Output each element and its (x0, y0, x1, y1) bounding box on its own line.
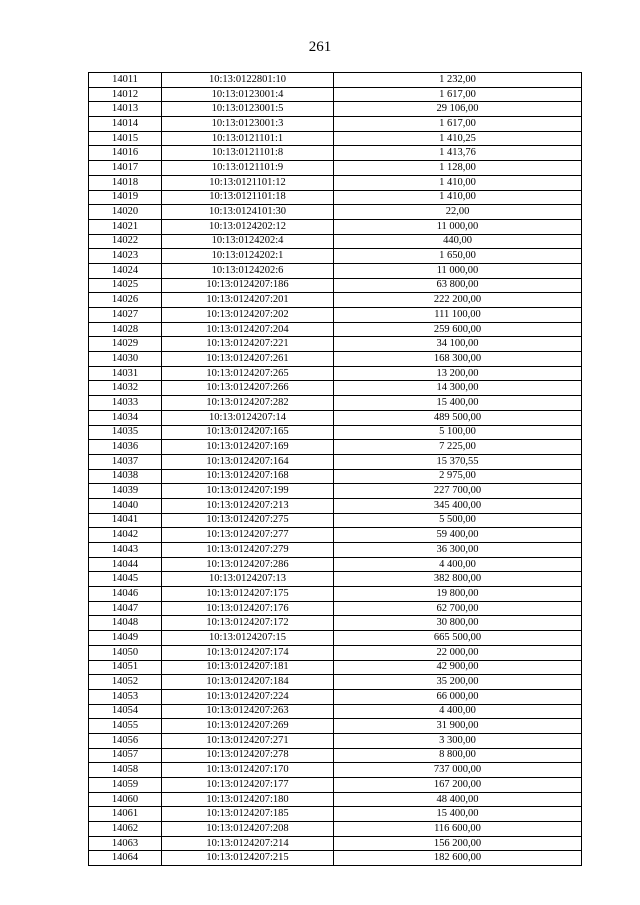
cadastral-number-cell: 10:13:0124207:204 (162, 322, 334, 337)
table-row (89, 778, 582, 793)
value-cell: 1 413,76 (334, 146, 582, 161)
value-cell: 1 232,00 (334, 73, 582, 88)
table-row (89, 807, 582, 822)
record-number-cell: 14060 (89, 792, 162, 807)
table-row (89, 352, 582, 367)
value-cell: 8 800,00 (334, 748, 582, 763)
table-row (89, 748, 582, 763)
cadastral-number-cell: 10:13:0124202:4 (162, 234, 334, 249)
record-number-cell: 14052 (89, 675, 162, 690)
cadastral-number-cell: 10:13:0124207:175 (162, 587, 334, 602)
table-row (89, 587, 582, 602)
record-number-cell: 14044 (89, 557, 162, 572)
value-cell: 15 400,00 (334, 807, 582, 822)
cadastral-number-cell: 10:13:0124207:14 (162, 410, 334, 425)
cadastral-number-cell: 10:13:0124207:214 (162, 836, 334, 851)
value-cell: 1 617,00 (334, 117, 582, 132)
value-cell: 48 400,00 (334, 792, 582, 807)
record-number-cell: 14036 (89, 440, 162, 455)
record-number-cell: 14032 (89, 381, 162, 396)
cadastral-number-cell: 10:13:0124207:263 (162, 704, 334, 719)
value-cell: 66 000,00 (334, 689, 582, 704)
value-cell: 4 400,00 (334, 704, 582, 719)
table-row (89, 381, 582, 396)
registry-table (88, 72, 582, 866)
record-number-cell: 14033 (89, 396, 162, 411)
value-cell: 1 410,25 (334, 131, 582, 146)
table-row (89, 322, 582, 337)
table-row (89, 675, 582, 690)
table-row (89, 293, 582, 308)
table-row (89, 469, 582, 484)
cadastral-number-cell: 10:13:0124207:168 (162, 469, 334, 484)
value-cell: 2 975,00 (334, 469, 582, 484)
record-number-cell: 14043 (89, 543, 162, 558)
table-row (89, 645, 582, 660)
table-row (89, 704, 582, 719)
record-number-cell: 14040 (89, 498, 162, 513)
table-row (89, 572, 582, 587)
cadastral-number-cell: 10:13:0124207:215 (162, 851, 334, 866)
table-row (89, 87, 582, 102)
value-cell: 31 900,00 (334, 719, 582, 734)
table-row (89, 117, 582, 132)
table-row (89, 631, 582, 646)
cadastral-number-cell: 10:13:0124207:186 (162, 278, 334, 293)
table-row (89, 425, 582, 440)
table-row (89, 102, 582, 117)
cadastral-number-cell: 10:13:0121101:18 (162, 190, 334, 205)
value-cell: 1 617,00 (334, 87, 582, 102)
table-row (89, 454, 582, 469)
value-cell: 30 800,00 (334, 616, 582, 631)
record-number-cell: 14038 (89, 469, 162, 484)
cadastral-number-cell: 10:13:0124207:165 (162, 425, 334, 440)
table-row (89, 308, 582, 323)
cadastral-number-cell: 10:13:0124207:261 (162, 352, 334, 367)
table-row (89, 528, 582, 543)
value-cell: 737 000,00 (334, 763, 582, 778)
value-cell: 489 500,00 (334, 410, 582, 425)
value-cell: 222 200,00 (334, 293, 582, 308)
value-cell: 42 900,00 (334, 660, 582, 675)
value-cell: 665 500,00 (334, 631, 582, 646)
table-row (89, 543, 582, 558)
registry-table-body (89, 73, 582, 866)
cadastral-number-cell: 10:13:0124207:15 (162, 631, 334, 646)
record-number-cell: 14050 (89, 645, 162, 660)
value-cell: 116 600,00 (334, 822, 582, 837)
record-number-cell: 14042 (89, 528, 162, 543)
record-number-cell: 14014 (89, 117, 162, 132)
record-number-cell: 14030 (89, 352, 162, 367)
cadastral-number-cell: 10:13:0124207:184 (162, 675, 334, 690)
record-number-cell: 14054 (89, 704, 162, 719)
record-number-cell: 14016 (89, 146, 162, 161)
record-number-cell: 14019 (89, 190, 162, 205)
record-number-cell: 14031 (89, 366, 162, 381)
value-cell: 15 400,00 (334, 396, 582, 411)
table-row (89, 205, 582, 220)
record-number-cell: 14057 (89, 748, 162, 763)
record-number-cell: 14063 (89, 836, 162, 851)
record-number-cell: 14059 (89, 778, 162, 793)
value-cell: 1 410,00 (334, 175, 582, 190)
record-number-cell: 14058 (89, 763, 162, 778)
table-row (89, 719, 582, 734)
value-cell: 34 100,00 (334, 337, 582, 352)
table-row (89, 337, 582, 352)
table-row (89, 484, 582, 499)
record-number-cell: 14029 (89, 337, 162, 352)
value-cell: 167 200,00 (334, 778, 582, 793)
value-cell: 7 225,00 (334, 440, 582, 455)
value-cell: 62 700,00 (334, 601, 582, 616)
table-row (89, 234, 582, 249)
record-number-cell: 14039 (89, 484, 162, 499)
value-cell: 1 128,00 (334, 161, 582, 176)
value-cell: 11 000,00 (334, 263, 582, 278)
record-number-cell: 14045 (89, 572, 162, 587)
record-number-cell: 14055 (89, 719, 162, 734)
table-row (89, 763, 582, 778)
record-number-cell: 14024 (89, 263, 162, 278)
cadastral-number-cell: 10:13:0124207:174 (162, 645, 334, 660)
record-number-cell: 14012 (89, 87, 162, 102)
value-cell: 111 100,00 (334, 308, 582, 323)
value-cell: 156 200,00 (334, 836, 582, 851)
record-number-cell: 14053 (89, 689, 162, 704)
value-cell: 35 200,00 (334, 675, 582, 690)
record-number-cell: 14013 (89, 102, 162, 117)
table-row (89, 498, 582, 513)
cadastral-number-cell: 10:13:0124207:180 (162, 792, 334, 807)
cadastral-number-cell: 10:13:0124207:278 (162, 748, 334, 763)
value-cell: 345 400,00 (334, 498, 582, 513)
value-cell: 3 300,00 (334, 733, 582, 748)
record-number-cell: 14035 (89, 425, 162, 440)
cadastral-number-cell: 10:13:0124207:279 (162, 543, 334, 558)
table-row (89, 660, 582, 675)
record-number-cell: 14020 (89, 205, 162, 220)
record-number-cell: 14026 (89, 293, 162, 308)
record-number-cell: 14034 (89, 410, 162, 425)
table-row (89, 73, 582, 88)
record-number-cell: 14046 (89, 587, 162, 602)
record-number-cell: 14061 (89, 807, 162, 822)
table-row (89, 278, 582, 293)
table-row (89, 161, 582, 176)
record-number-cell: 14017 (89, 161, 162, 176)
record-number-cell: 14056 (89, 733, 162, 748)
table-row (89, 190, 582, 205)
cadastral-number-cell: 10:13:0124207:13 (162, 572, 334, 587)
record-number-cell: 14015 (89, 131, 162, 146)
value-cell: 259 600,00 (334, 322, 582, 337)
cadastral-number-cell: 10:13:0124207:224 (162, 689, 334, 704)
cadastral-number-cell: 10:13:0121101:9 (162, 161, 334, 176)
value-cell: 5 500,00 (334, 513, 582, 528)
cadastral-number-cell: 10:13:0122801:10 (162, 73, 334, 88)
cadastral-number-cell: 10:13:0124207:221 (162, 337, 334, 352)
table-row (89, 601, 582, 616)
cadastral-number-cell: 10:13:0121101:8 (162, 146, 334, 161)
cadastral-number-cell: 10:13:0124207:277 (162, 528, 334, 543)
cadastral-number-cell: 10:13:0124207:266 (162, 381, 334, 396)
cadastral-number-cell: 10:13:0124207:208 (162, 822, 334, 837)
record-number-cell: 14037 (89, 454, 162, 469)
table-row (89, 792, 582, 807)
cadastral-number-cell: 10:13:0121101:12 (162, 175, 334, 190)
record-number-cell: 14025 (89, 278, 162, 293)
value-cell: 168 300,00 (334, 352, 582, 367)
value-cell: 22 000,00 (334, 645, 582, 660)
cadastral-number-cell: 10:13:0123001:3 (162, 117, 334, 132)
record-number-cell: 14023 (89, 249, 162, 264)
table-row (89, 836, 582, 851)
table-row (89, 175, 582, 190)
record-number-cell: 14041 (89, 513, 162, 528)
record-number-cell: 14049 (89, 631, 162, 646)
value-cell: 227 700,00 (334, 484, 582, 499)
value-cell: 182 600,00 (334, 851, 582, 866)
value-cell: 382 800,00 (334, 572, 582, 587)
cadastral-number-cell: 10:13:0121101:1 (162, 131, 334, 146)
record-number-cell: 14062 (89, 822, 162, 837)
value-cell: 440,00 (334, 234, 582, 249)
value-cell: 63 800,00 (334, 278, 582, 293)
cadastral-number-cell: 10:13:0123001:5 (162, 102, 334, 117)
table-row (89, 396, 582, 411)
value-cell: 22,00 (334, 205, 582, 220)
cadastral-number-cell: 10:13:0124207:275 (162, 513, 334, 528)
value-cell: 29 106,00 (334, 102, 582, 117)
cadastral-number-cell: 10:13:0124202:1 (162, 249, 334, 264)
value-cell: 36 300,00 (334, 543, 582, 558)
record-number-cell: 14021 (89, 219, 162, 234)
table-row (89, 366, 582, 381)
table-row (89, 410, 582, 425)
cadastral-number-cell: 10:13:0124202:6 (162, 263, 334, 278)
table-row (89, 557, 582, 572)
table-row (89, 131, 582, 146)
record-number-cell: 14018 (89, 175, 162, 190)
cadastral-number-cell: 10:13:0124207:271 (162, 733, 334, 748)
value-cell: 1 650,00 (334, 249, 582, 264)
cadastral-number-cell: 10:13:0124101:30 (162, 205, 334, 220)
record-number-cell: 14047 (89, 601, 162, 616)
value-cell: 11 000,00 (334, 219, 582, 234)
value-cell: 4 400,00 (334, 557, 582, 572)
cadastral-number-cell: 10:13:0124207:213 (162, 498, 334, 513)
cadastral-number-cell: 10:13:0124207:164 (162, 454, 334, 469)
cadastral-number-cell: 10:13:0124202:12 (162, 219, 334, 234)
table-row (89, 146, 582, 161)
table-row (89, 689, 582, 704)
cadastral-number-cell: 10:13:0124207:286 (162, 557, 334, 572)
cadastral-number-cell: 10:13:0124207:185 (162, 807, 334, 822)
cadastral-number-cell: 10:13:0124207:169 (162, 440, 334, 455)
table-row (89, 219, 582, 234)
table-row (89, 616, 582, 631)
table-row (89, 822, 582, 837)
table-row (89, 733, 582, 748)
value-cell: 15 370,55 (334, 454, 582, 469)
cadastral-number-cell: 10:13:0124207:172 (162, 616, 334, 631)
record-number-cell: 14048 (89, 616, 162, 631)
cadastral-number-cell: 10:13:0124207:170 (162, 763, 334, 778)
value-cell: 59 400,00 (334, 528, 582, 543)
record-number-cell: 14027 (89, 308, 162, 323)
cadastral-number-cell: 10:13:0124207:202 (162, 308, 334, 323)
cadastral-number-cell: 10:13:0124207:282 (162, 396, 334, 411)
cadastral-number-cell: 10:13:0124207:177 (162, 778, 334, 793)
record-number-cell: 14022 (89, 234, 162, 249)
table-row (89, 440, 582, 455)
value-cell: 13 200,00 (334, 366, 582, 381)
cadastral-number-cell: 10:13:0124207:269 (162, 719, 334, 734)
value-cell: 5 100,00 (334, 425, 582, 440)
record-number-cell: 14051 (89, 660, 162, 675)
value-cell: 1 410,00 (334, 190, 582, 205)
cadastral-number-cell: 10:13:0124207:199 (162, 484, 334, 499)
record-number-cell: 14064 (89, 851, 162, 866)
record-number-cell: 14028 (89, 322, 162, 337)
table-row (89, 263, 582, 278)
cadastral-number-cell: 10:13:0124207:265 (162, 366, 334, 381)
table-row (89, 249, 582, 264)
page-number: 261 (308, 39, 332, 55)
record-number-cell: 14011 (89, 73, 162, 88)
cadastral-number-cell: 10:13:0124207:176 (162, 601, 334, 616)
value-cell: 19 800,00 (334, 587, 582, 602)
table-row (89, 513, 582, 528)
cadastral-number-cell: 10:13:0124207:181 (162, 660, 334, 675)
cadastral-number-cell: 10:13:0124207:201 (162, 293, 334, 308)
table-row (89, 851, 582, 866)
cadastral-number-cell: 10:13:0123001:4 (162, 87, 334, 102)
value-cell: 14 300,00 (334, 381, 582, 396)
